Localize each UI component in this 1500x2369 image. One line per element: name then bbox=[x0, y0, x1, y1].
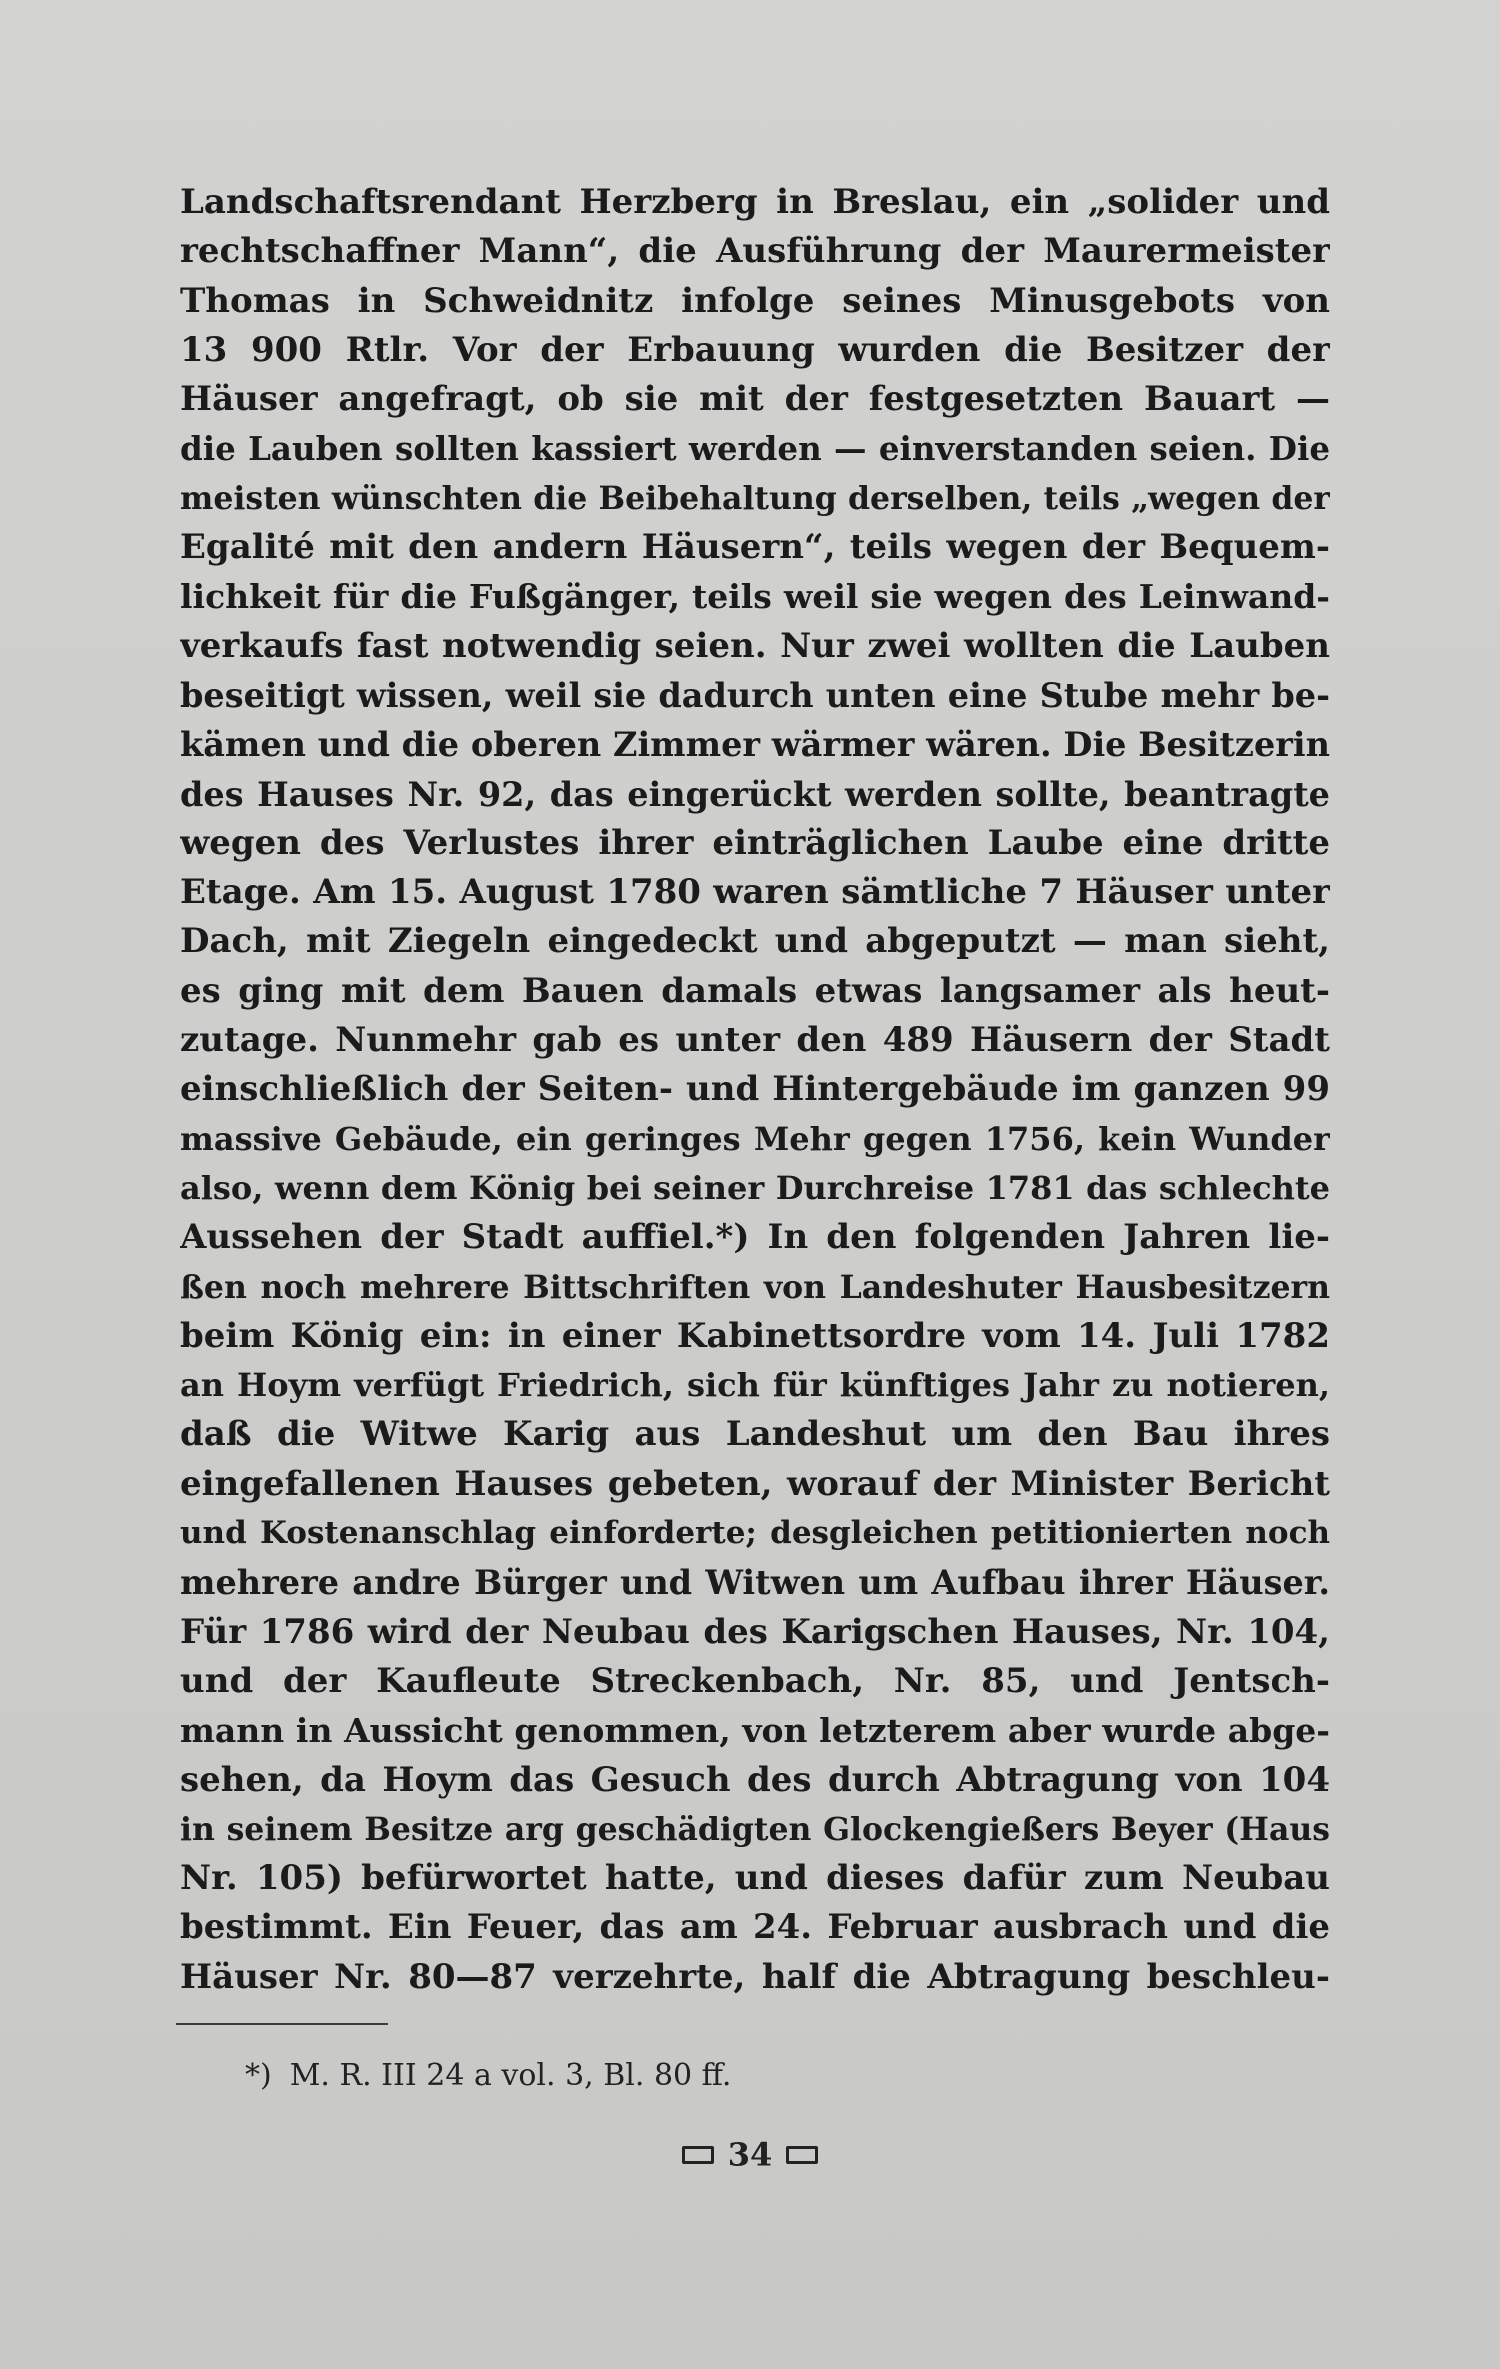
footnote-separator bbox=[176, 2023, 388, 2025]
text-line: Aussehen der Stadt auffiel.*) In den folgenden Jahren lie- bbox=[180, 1217, 1330, 1258]
text-line: bestimmt. Ein Feuer, das am 24. Februar ausbrach und die bbox=[180, 1907, 1330, 1948]
text-line: also, wenn dem König bei seiner Durchreise 1781 das schlechte bbox=[180, 1168, 1330, 1207]
text-line: und der Kaufleute Streckenbach, Nr. 85, und Jentsch- bbox=[180, 1660, 1330, 1701]
text-line: Etage. Am 15. August 1780 waren sämtliche 7 Häuser unter bbox=[180, 872, 1330, 913]
text-line: Thomas in Schweidnitz infolge seines Minusgebots von bbox=[180, 280, 1330, 321]
text-line: an Hoym verfügt Friedrich, sich für künftiges Jahr zu notieren, bbox=[180, 1366, 1330, 1405]
page-number-block bbox=[0, 2133, 1500, 2174]
text-line: Egalité mit den andern Häusern“, teils wegen der Bequem- bbox=[180, 527, 1330, 568]
text-line: Landschaftsrendant Herzberg in Breslau, ein „solider und bbox=[180, 182, 1330, 222]
text-line: Häuser Nr. 80—87 verzehrte, half die Abtragung beschleu- bbox=[180, 1956, 1330, 1997]
text-line: massive Gebäude, ein geringes Mehr gegen 1756, kein Wunder bbox=[180, 1119, 1330, 1158]
text-line: mann in Aussicht genommen, von letzterem aber wurde abge- bbox=[180, 1711, 1330, 1751]
footnote-text: M. R. III 24 a vol. 3, Bl. 80 ff. bbox=[289, 2058, 732, 2093]
text-line: in seinem Besitze arg geschädigten Glockengießers Beyer (Haus bbox=[180, 1810, 1330, 1848]
text-line: verkaufs fast notwendig seien. Nur zwei wollten die Lauben bbox=[180, 625, 1330, 666]
text-line: sehen, da Hoym das Gesuch des durch Abtragung von 104 bbox=[180, 1759, 1330, 1800]
ornament-box-right bbox=[786, 2146, 818, 2164]
text-line: daß die Witwe Karig aus Landeshut um den Bau ihres bbox=[180, 1414, 1330, 1455]
text-line: Für 1786 wird der Neubau des Karigschen Hauses, Nr. 104, bbox=[180, 1611, 1330, 1652]
text-line: ßen noch mehrere Bittschriften von Landeshuter Hausbesitzern bbox=[180, 1268, 1330, 1306]
text-line: wegen des Verlustes ihrer einträglichen Laube eine dritte bbox=[180, 822, 1330, 863]
text-line: die Lauben sollten kassiert werden — einverstanden seien. Die bbox=[180, 429, 1330, 469]
body-text bbox=[180, 178, 1330, 2002]
text-line: und Kostenanschlag einforderte; desgleichen petitionierten noch bbox=[180, 1515, 1330, 1552]
text-line: einschließlich der Seiten- und Hintergebäude im ganzen 99 bbox=[180, 1069, 1330, 1110]
page-number: 34 bbox=[727, 2135, 773, 2174]
text-line: 13 900 Rtlr. Vor der Erbauung wurden die Besitzer der bbox=[180, 329, 1330, 370]
ornament-box-left bbox=[682, 2146, 714, 2164]
text-line: lichkeit für die Fußgänger, teils weil sie wegen des Leinwand- bbox=[180, 577, 1330, 617]
text-line: Dach, mit Ziegeln eingedeckt und abgeputzt — man sieht, bbox=[180, 921, 1330, 962]
text-line: eingefallenen Hauses gebeten, worauf der Minister Bericht bbox=[180, 1463, 1330, 1504]
text-line: meisten wünschten die Beibehaltung derselben, teils „wegen der bbox=[180, 479, 1330, 517]
text-line: mehrere andre Bürger und Witwen um Aufbau ihrer Häuser. bbox=[180, 1563, 1330, 1603]
text-line: kämen und die oberen Zimmer wärmer wären. Die Besitzerin bbox=[180, 725, 1330, 765]
text-line: beim König ein: in einer Kabinettsordre vom 14. Juli 1782 bbox=[180, 1315, 1330, 1356]
text-line: zutage. Nunmehr gab es unter den 489 Häusern der Stadt bbox=[180, 1020, 1330, 1061]
text-line: rechtschaffner Mann“, die Ausführung der Maurermeister bbox=[180, 231, 1330, 272]
footnote bbox=[245, 2058, 731, 2093]
text-line: des Hauses Nr. 92, das eingerückt werden sollte, beantragte bbox=[180, 774, 1330, 814]
text-line: Nr. 105) befürwortet hatte, und dieses dafür zum Neubau bbox=[180, 1858, 1330, 1899]
text-line: Häuser angefragt, ob sie mit der festgesetzten Bauart — bbox=[180, 379, 1330, 420]
text-line: beseitigt wissen, weil sie dadurch unten eine Stube mehr be- bbox=[180, 675, 1330, 715]
text-line: es ging mit dem Bauen damals etwas langsamer als heut- bbox=[180, 970, 1330, 1011]
footnote-marker: *) bbox=[245, 2058, 272, 2093]
